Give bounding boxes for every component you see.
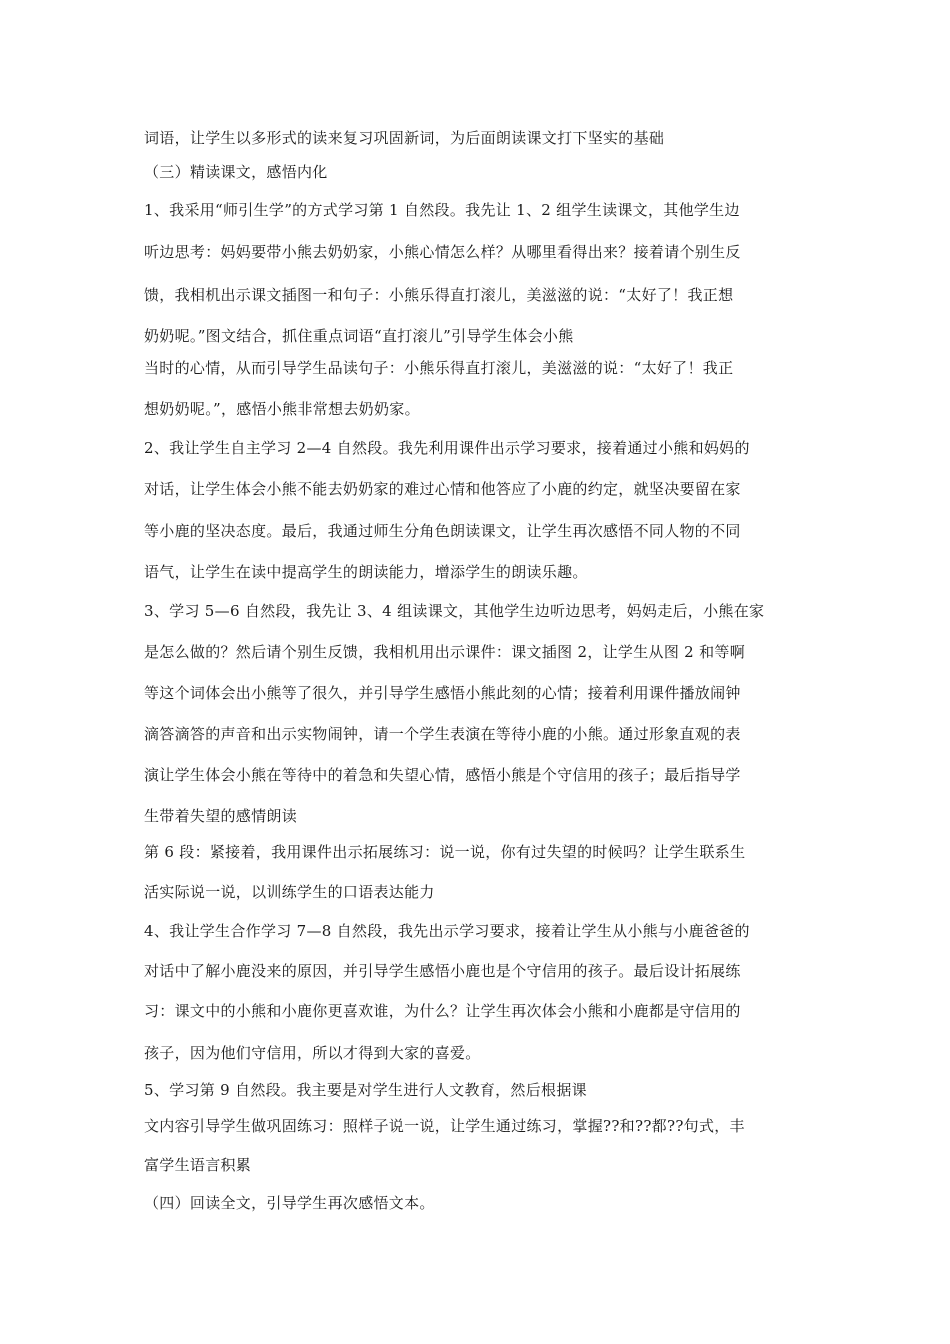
text-line: 生带着失望的感情朗读 [144,807,298,825]
section-heading: （三）精读课文，感悟内化 [144,163,328,181]
text-line: 习：课文中的小熊和小鹿你更喜欢谁，为什么？让学生再次体会小熊和小鹿都是守信用的 [144,1002,741,1020]
text-line: 文内容引导学生做巩固练习：照样子说一说，让学生通过练习，掌握??和??都??句式，丰 [144,1117,745,1135]
text-line: 活实际说一说，以训练学生的口语表达能力 [144,883,435,901]
text-line: 孩子，因为他们守信用，所以才得到大家的喜爱。 [144,1044,481,1062]
text-line: 演让学生体会小熊在等待中的着急和失望心情，感悟小熊是个守信用的孩子；最后指导学 [144,766,741,784]
text-line: 第 6 段：紧接着，我用课件出示拓展练习：说一说，你有过失望的时候吗？让学生联系生 [144,843,746,861]
text-line: 5、学习第 9 自然段。我主要是对学生进行人文教育，然后根据课 [144,1081,587,1099]
section-heading: （四）回读全文，引导学生再次感悟文本。 [144,1194,435,1212]
text-line: 等小鹿的坚决态度。最后，我通过师生分角色朗读课文，让学生再次感悟不同人物的不同 [144,522,741,540]
text-line: 富学生语言积累 [144,1156,252,1174]
text-line: 听边思考：妈妈要带小熊去奶奶家，小熊心情怎么样？从哪里看得出来？接着请个别生反 [144,243,741,261]
text-line: 对话中了解小鹿没来的原因，并引导学生感悟小鹿也是个守信用的孩子。最后设计拓展练 [144,962,741,980]
text-line: 等这个词体会出小熊等了很久，并引导学生感悟小熊此刻的心情；接着利用课件播放闹钟 [144,684,741,702]
text-line: 想奶奶呢。”，感悟小熊非常想去奶奶家。 [144,400,420,418]
text-line: 词语，让学生以多形式的读来复习巩固新词，为后面朗读课文打下坚实的基础 [144,129,665,147]
text-line: 4、我让学生合作学习 7—8 自然段，我先出示学习要求，接着让学生从小熊与小鹿爸爸的 [144,922,750,940]
text-line: 2、我让学生自主学习 2—4 自然段。我先利用课件出示学习要求，接着通过小熊和妈妈的 [144,439,750,457]
text-line: 奶奶呢。”图文结合，抓住重点词语“直打滚儿”引导学生体会小熊 [144,327,574,345]
text-line: 滴答滴答的声音和出示实物闹钟，请一个学生表演在等待小鹿的小熊。通过形象直观的表 [144,725,741,743]
text-line: 3、学习 5—6 自然段，我先让 3、4 组读课文，其他学生边听边思考，妈妈走后，小熊在家 [144,602,765,620]
text-line: 是怎么做的？然后请个别生反馈，我相机用出示课件：课文插图 2，让学生从图 2 和等啊 [144,643,745,661]
text-line: 对话，让学生体会小熊不能去奶奶家的难过心情和他答应了小鹿的约定，就坚决要留在家 [144,480,741,498]
text-line: 1、我采用“师引生学”的方式学习第 1 自然段。我先让 1、2 组学生读课文，其他学生边 [144,201,740,219]
text-line: 当时的心情，从而引导学生品读句子：小熊乐得直打滚儿，美滋滋的说：“太好了！我正 [144,359,734,377]
text-line: 语气，让学生在读中提高学生的朗读能力，增添学生的朗读乐趣。 [144,563,588,581]
text-line: 馈，我相机出示课文插图一和句子：小熊乐得直打滚儿，美滋滋的说：“太好了！我正想 [144,286,734,304]
